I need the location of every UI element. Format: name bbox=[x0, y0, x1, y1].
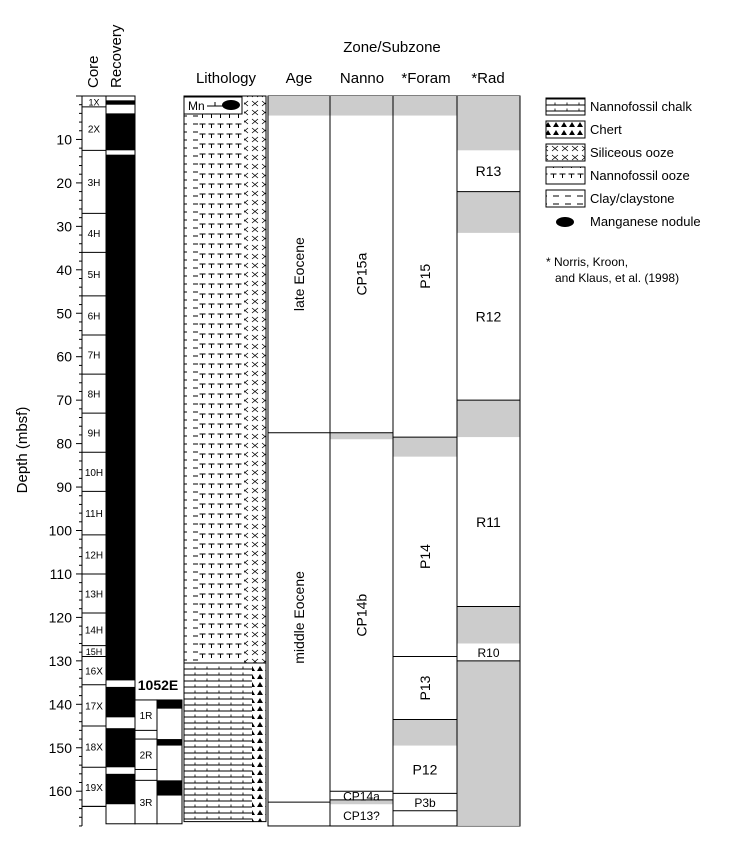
core-label: 1X bbox=[88, 97, 100, 108]
age-zone-label: middle Eocene bbox=[291, 571, 307, 664]
foram-zone-label: P3b bbox=[414, 796, 436, 811]
axis-tick-label: 120 bbox=[48, 609, 72, 626]
manganese-nodule-marker bbox=[184, 97, 242, 114]
hole-e-recovered-interval bbox=[157, 700, 182, 709]
siliceous-ooze-swatch bbox=[546, 144, 585, 161]
core-label: 12H bbox=[84, 550, 104, 562]
header-core: Core bbox=[85, 55, 102, 88]
nanno-frame bbox=[330, 96, 393, 826]
axis-tick-label: 10 bbox=[56, 131, 72, 148]
rad-gap bbox=[458, 400, 520, 437]
header-rad: *Rad bbox=[471, 70, 505, 87]
core-label: 2X bbox=[87, 124, 101, 136]
foram-frame bbox=[393, 96, 457, 826]
header-nanno: Nanno bbox=[339, 70, 385, 87]
nannofossil-ooze-unit bbox=[198, 96, 244, 663]
manganese-nodule-legend-icon bbox=[556, 217, 574, 227]
header-recovery: Recovery bbox=[108, 24, 125, 88]
core-label: 8H bbox=[87, 389, 101, 401]
rad-zone-label: R11 bbox=[476, 513, 501, 530]
age-gap bbox=[269, 96, 330, 116]
foram-gap bbox=[394, 437, 457, 457]
rad-zone-label: R10 bbox=[477, 646, 500, 661]
rad-gap bbox=[458, 661, 520, 826]
core-label: 4H bbox=[87, 228, 101, 240]
nanno-column bbox=[330, 96, 393, 826]
axis-tick-label: 130 bbox=[48, 652, 72, 669]
foram-column bbox=[393, 96, 457, 826]
hole-e-core-label: 3R bbox=[139, 798, 153, 810]
axis-tick-label: 140 bbox=[48, 696, 72, 713]
rad-zone-label: R12 bbox=[475, 308, 502, 325]
header-lithology: Lithology bbox=[195, 70, 257, 87]
core-label: 9H bbox=[87, 428, 101, 440]
header-foram: *Foram bbox=[401, 70, 451, 87]
nanno-gap bbox=[331, 96, 393, 116]
axis-tick-label: 30 bbox=[56, 218, 72, 235]
core-label: 18X bbox=[85, 742, 103, 754]
core-label: 11H bbox=[85, 509, 103, 521]
core-column bbox=[82, 96, 106, 806]
footnote-line-1: * Norris, Kroon, bbox=[546, 255, 629, 269]
age-frame bbox=[268, 96, 330, 826]
hole-1052e-label: 1052E bbox=[137, 677, 179, 693]
header-age: Age bbox=[285, 70, 313, 87]
core-column-frame bbox=[82, 96, 106, 806]
nanno-zone-label: CP15a bbox=[353, 252, 370, 296]
foram-zone-label: P15 bbox=[417, 263, 433, 289]
chert-unit bbox=[252, 663, 266, 822]
core-label: 6H bbox=[87, 311, 101, 323]
recovered-interval bbox=[106, 687, 135, 717]
recovered-interval bbox=[106, 100, 135, 104]
core-label: 15H bbox=[85, 647, 103, 658]
hole-1052e-column bbox=[135, 700, 182, 824]
axis-tick-label: 100 bbox=[48, 522, 72, 539]
legend-label: Nannofossil chalk bbox=[590, 99, 692, 114]
core-label: 16X bbox=[85, 666, 103, 678]
core-label: 3H bbox=[87, 177, 101, 189]
axis-tick-label: 50 bbox=[56, 305, 72, 322]
age-column bbox=[268, 96, 330, 826]
axis-tick-label: 40 bbox=[56, 261, 72, 278]
core-label: 7H bbox=[87, 350, 101, 362]
manganese-nodule-icon bbox=[222, 100, 240, 110]
hole-e-recovered-interval bbox=[157, 780, 182, 795]
y-axis-label: Depth (mbsf) bbox=[14, 406, 31, 494]
clay-swatch bbox=[546, 190, 585, 207]
chert-swatch bbox=[546, 121, 585, 138]
axis-tick-label: 20 bbox=[56, 174, 72, 191]
nanno-gap bbox=[331, 433, 393, 440]
rad-gap bbox=[458, 192, 520, 233]
recovery-column bbox=[106, 96, 135, 824]
legend-label: Siliceous ooze bbox=[590, 145, 674, 160]
axis-tick-label: 90 bbox=[56, 479, 72, 496]
depth-axis bbox=[49, 96, 82, 826]
nannofossil-chalk-swatch bbox=[546, 98, 585, 115]
header-zone-subzone: Zone/Subzone bbox=[343, 39, 441, 56]
mn-label: Mn bbox=[188, 99, 205, 113]
nanno-zone-label: CP14a bbox=[343, 789, 380, 804]
axis-tick-label: 80 bbox=[56, 435, 72, 452]
foram-gap bbox=[394, 96, 457, 116]
hole-e-recovered-interval bbox=[157, 739, 182, 746]
recovered-interval bbox=[106, 155, 135, 681]
rad-gap bbox=[458, 96, 520, 150]
hole-e-recovery-frame bbox=[157, 700, 182, 824]
axis-tick-label: 150 bbox=[48, 739, 72, 756]
nannofossil-ooze-swatch bbox=[546, 167, 585, 184]
age-zone-label: late Eocene bbox=[291, 237, 307, 312]
rad-gap bbox=[458, 607, 520, 644]
recovered-interval bbox=[106, 113, 135, 150]
hole-e-core-label: 1R bbox=[139, 711, 153, 723]
rad-column bbox=[457, 96, 520, 826]
legend-label: Clay/claystone bbox=[590, 191, 675, 206]
foram-gap bbox=[394, 720, 457, 746]
axis-tick-label: 110 bbox=[49, 565, 72, 582]
nanno-zone-label: CP14b bbox=[353, 593, 370, 637]
siliceous-ooze-unit bbox=[244, 96, 266, 663]
hole-e-core-label: 2R bbox=[139, 750, 153, 762]
legend-label: Manganese nodule bbox=[590, 214, 701, 229]
footnote-line-2: and Klaus, et al. (1998) bbox=[555, 271, 680, 285]
core-label: 14H bbox=[84, 625, 104, 637]
lithology-column bbox=[184, 96, 266, 822]
nannofossil-chalk-unit bbox=[184, 663, 252, 822]
axis-tick-label: 160 bbox=[48, 783, 72, 800]
core-label: 13H bbox=[84, 589, 104, 601]
foram-zone-label: P14 bbox=[417, 544, 433, 570]
recovered-interval bbox=[106, 774, 135, 804]
foram-zone-label: P12 bbox=[412, 761, 438, 778]
legend bbox=[546, 98, 701, 229]
core-label: 19X bbox=[85, 782, 103, 794]
rad-zone-label: R13 bbox=[475, 162, 502, 179]
axis-tick-label: 60 bbox=[56, 348, 72, 365]
core-label: 10H bbox=[84, 467, 104, 479]
nanno-zone-label: CP13? bbox=[343, 809, 380, 824]
clay-strip bbox=[184, 96, 198, 663]
foram-zone-label: P13 bbox=[417, 675, 433, 701]
legend-label: Nannofossil ooze bbox=[590, 168, 690, 183]
recovered-interval bbox=[106, 728, 135, 767]
core-label: 17X bbox=[85, 701, 103, 713]
core-label: 5H bbox=[87, 270, 101, 282]
axis-tick-label: 70 bbox=[56, 392, 72, 409]
legend-label: Chert bbox=[590, 122, 622, 137]
